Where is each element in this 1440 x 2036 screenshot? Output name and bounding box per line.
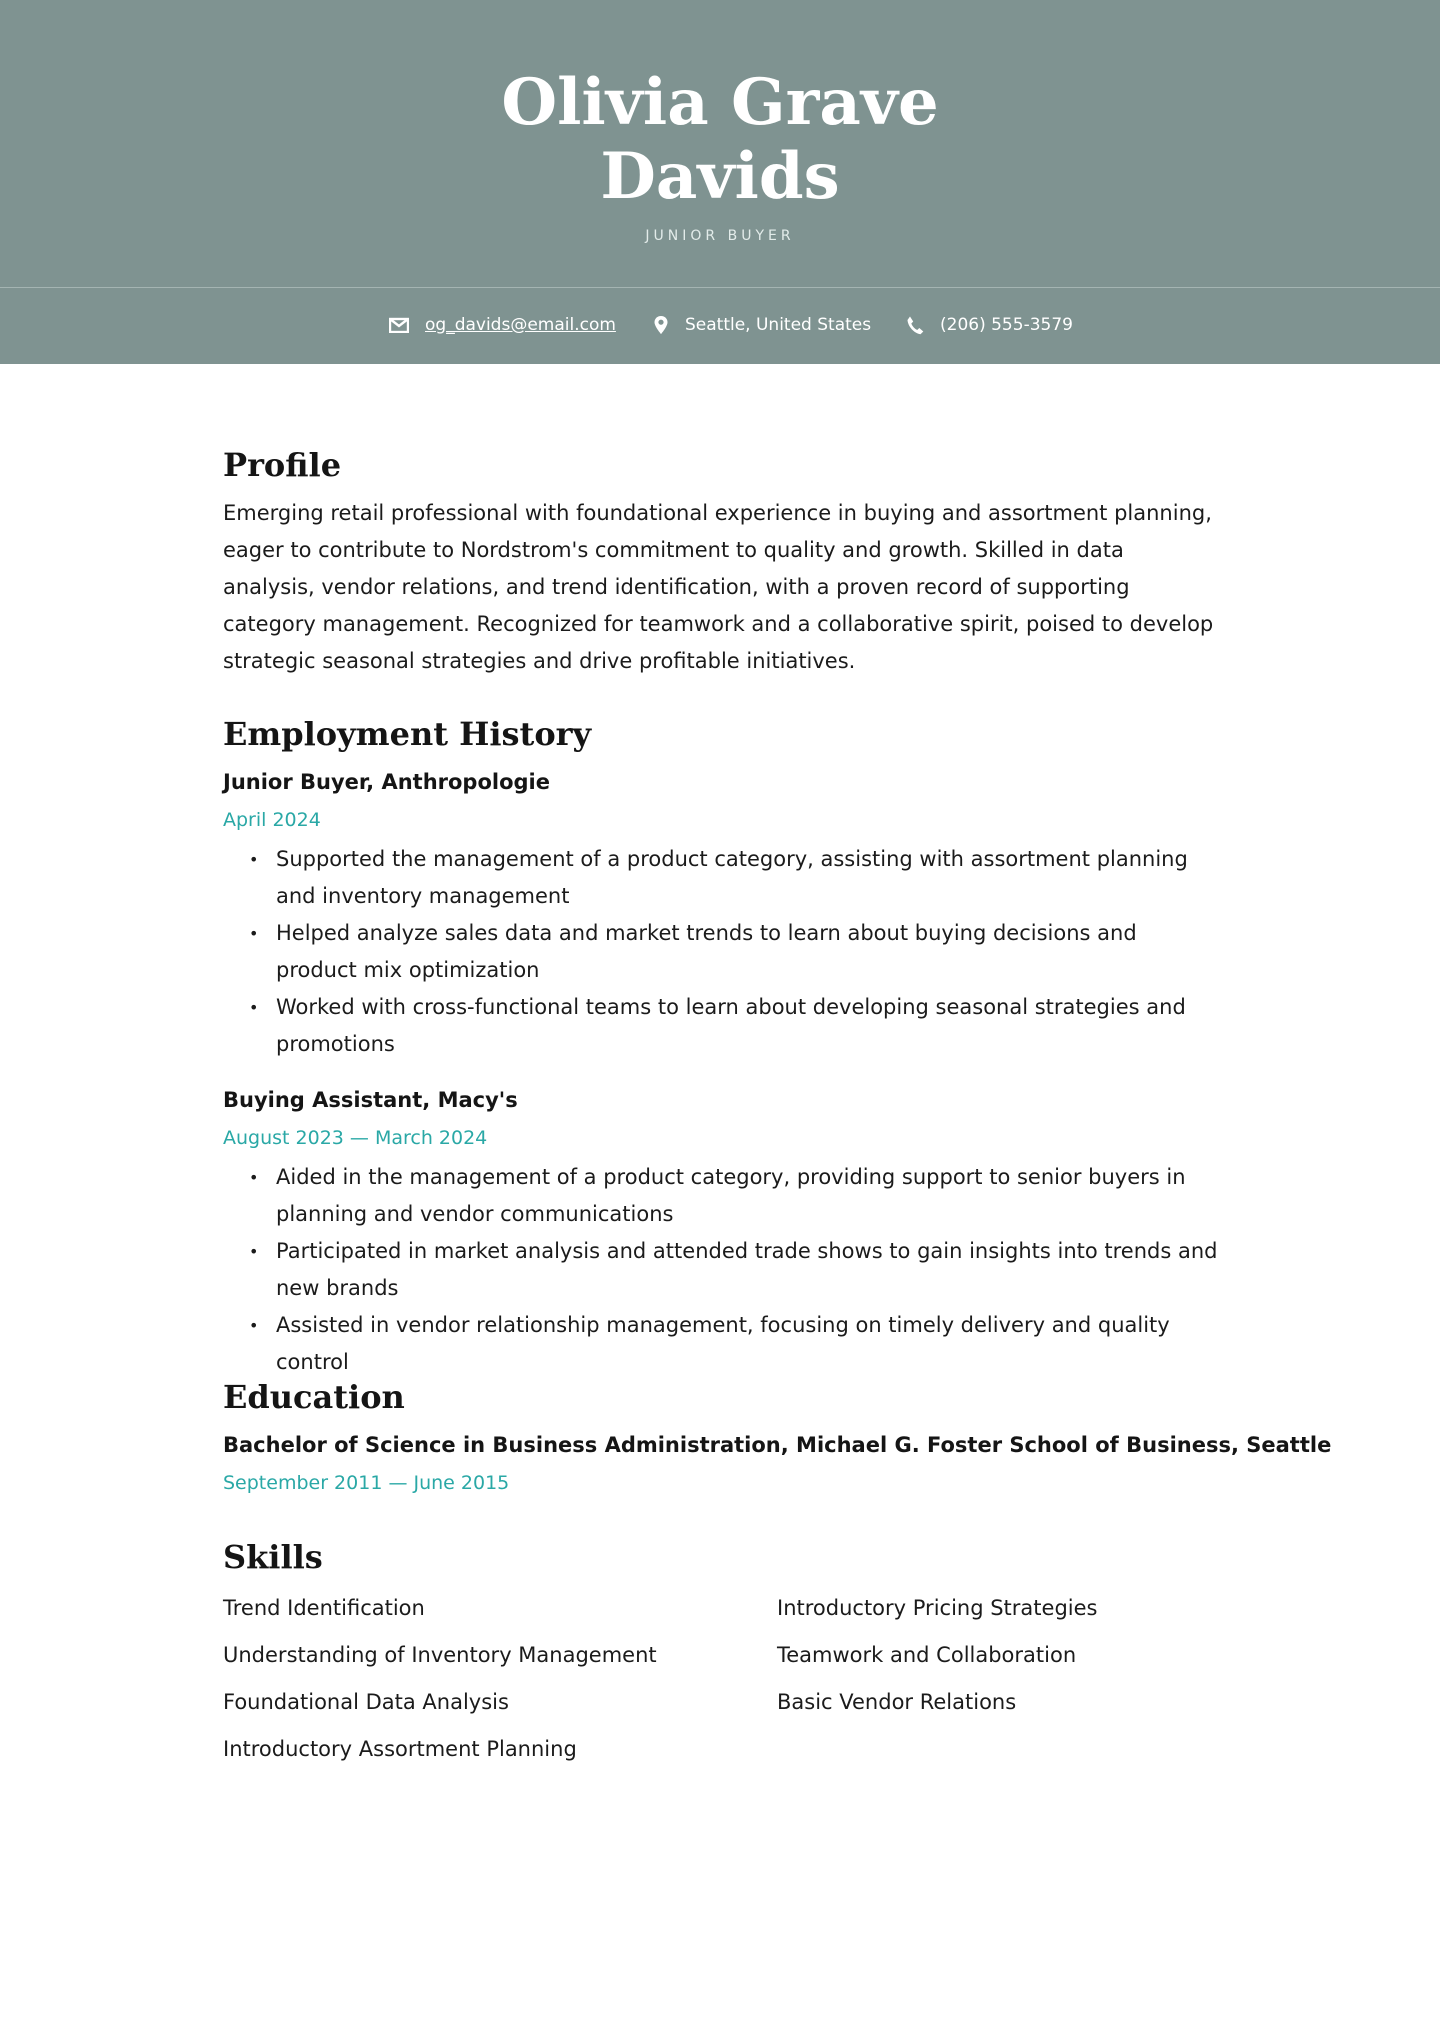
bullet-text: Supported the management of a product category, assisting with assortment planning and inventory management	[276, 847, 1188, 908]
profile-heading: Profile	[223, 446, 342, 484]
bullet-text: Aided in the management of a product category, providing support to senior buyers in planning and vendor communications	[276, 1165, 1186, 1226]
skill-item: Introductory Assortment Planning	[223, 1737, 577, 1761]
contact-location	[653, 308, 871, 342]
job-title: Junior Buyer, Anthropologie	[223, 770, 550, 794]
skill-item: Teamwork and Collaboration	[777, 1643, 1077, 1667]
bullet-text: Worked with cross-functional teams to learn about developing seasonal strategies and promotions	[276, 995, 1186, 1056]
degree-title: Bachelor of Science in Business Administration, Michael G. Foster School of Business, Seattle	[223, 1433, 1332, 1457]
job-bullets	[223, 1159, 1219, 1381]
email-link[interactable]: og_davids@email.com	[425, 315, 616, 335]
job-dates: August 2023 — March 2024	[223, 1127, 488, 1149]
contact-phone[interactable]	[906, 308, 1073, 342]
skills-column-right	[777, 1585, 1277, 1726]
candidate-name	[0, 66, 1440, 214]
candidate-job-title: JUNIOR BUYER	[645, 228, 795, 244]
skill-item: Understanding of Inventory Management	[223, 1643, 657, 1667]
skill-item: Foundational Data Analysis	[223, 1690, 509, 1714]
map-pin-icon	[653, 315, 669, 335]
list-item: • Assisted in vendor relationship management, focusing on timely delivery and quality control	[249, 1313, 1170, 1374]
contact-email[interactable]	[389, 308, 616, 342]
bullet-text: Assisted in vendor relationship management, focusing on timely delivery and quality control	[276, 1313, 1170, 1374]
list-item: • Aided in the management of a product category, providing support to senior buyers in planning and vendor communications	[249, 1165, 1186, 1226]
contact-bar	[0, 288, 1440, 364]
job-dates: April 2024	[223, 809, 321, 831]
list-item: • Worked with cross-functional teams to learn about developing seasonal strategies and promotions	[249, 995, 1186, 1056]
list-item: • Participated in market analysis and attended trade shows to gain insights into trends and new brands	[249, 1239, 1218, 1300]
employment-heading: Employment History	[223, 715, 592, 753]
job-bullets	[223, 841, 1219, 1063]
skill-item: Basic Vendor Relations	[777, 1690, 1017, 1714]
bullet-text: Participated in market analysis and attended trade shows to gain insights into trends and new brands	[276, 1239, 1218, 1300]
skill-item: Trend Identification	[223, 1596, 425, 1620]
education-heading: Education	[223, 1378, 405, 1416]
bullet-text: Helped analyze sales data and market trends to learn about buying decisions and product mix optimization	[276, 921, 1137, 982]
skills-column-left	[223, 1585, 723, 1773]
education-dates: September 2011 — June 2015	[223, 1472, 510, 1494]
phone-icon	[906, 315, 924, 335]
list-item: • Helped analyze sales data and market trends to learn about buying decisions and product mix optimization	[249, 921, 1137, 982]
skill-item: Introductory Pricing Strategies	[777, 1596, 1098, 1620]
envelope-icon	[389, 317, 409, 333]
resume-header	[0, 0, 1440, 364]
profile-text: Emerging retail professional with foundational experience in buying and assortment planning, eager to contribute to Nordstrom's commitment to quality and growth. Skilled in data analysis, vendor relations, and trend identification, with a proven record of supporting category management. Recognized for teamwork and a collaborative spirit, poised to develop strategic seasonal strategies and drive profitable initiatives.	[223, 501, 1214, 673]
list-item: • Supported the management of a product category, assisting with assortment planning and inventory management	[249, 847, 1188, 908]
skills-heading: Skills	[223, 1538, 323, 1576]
candidate-name-line2: Davids	[600, 139, 840, 214]
location-text: Seattle, United States	[685, 315, 872, 335]
job-title: Buying Assistant, Macy's	[223, 1088, 518, 1112]
candidate-name-line1: Olivia Grave	[501, 65, 939, 140]
phone-text[interactable]: (206) 555-3579	[940, 315, 1073, 335]
